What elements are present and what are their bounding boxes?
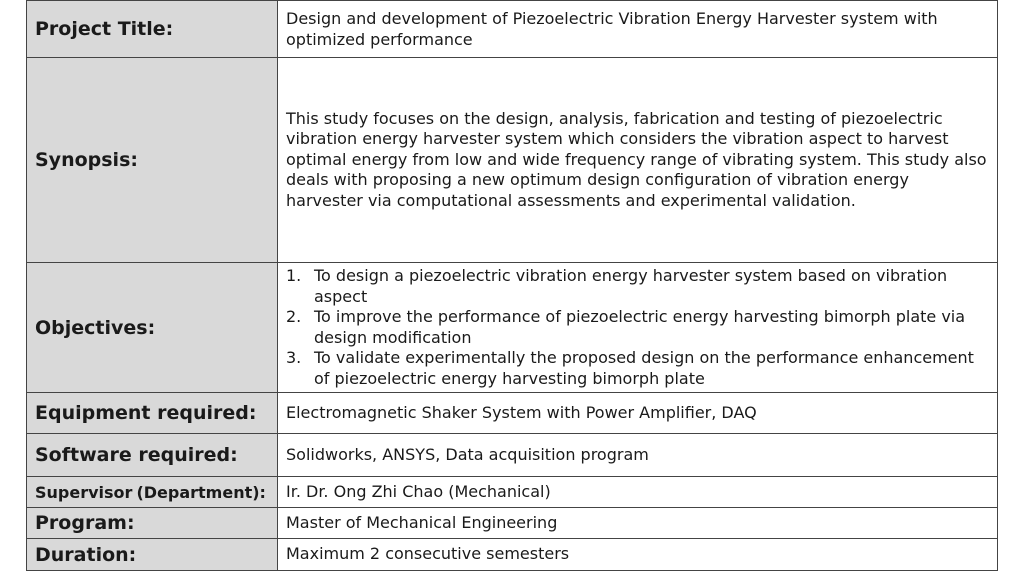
software-label: Software required:: [27, 434, 278, 477]
objective-item: [286, 348, 989, 389]
objective-number: 2.: [286, 307, 302, 326]
row-supervisor: [27, 477, 998, 508]
synopsis-label: Synopsis:: [27, 58, 278, 263]
supervisor-value: Ir. Dr. Ong Zhi Chao (Mechanical): [278, 477, 998, 508]
supervisor-label-dept: (Department):: [136, 482, 266, 502]
row-duration: [27, 539, 998, 571]
objective-number: 1.: [286, 266, 302, 285]
project-title-value: Design and development of Piezoelectric Vibration Energy Harvester system with optimized performance: [278, 1, 998, 58]
row-synopsis: [27, 58, 998, 263]
project-title-label: Project Title:: [27, 1, 278, 58]
software-value: Solidworks, ANSYS, Data acquisition program: [278, 434, 998, 477]
equipment-value: Electromagnetic Shaker System with Power Amplifier, DAQ: [278, 393, 998, 434]
synopsis-value: This study focuses on the design, analysis, fabrication and testing of piezoelectric vibration energy harvester system which considers the vibration aspect to harvest optimal energy from low and wide frequency range of vibrating system. This study also deals with proposing a new optimum design configuration of vibration energy harvester via computational assessments and experimental validation.: [278, 58, 998, 263]
duration-value: Maximum 2 consecutive semesters: [278, 539, 998, 571]
objective-item: [286, 307, 989, 348]
objective-text: To validate experimentally the proposed design on the performance enhancement of piezoelectric energy harvesting bimorph plate: [314, 348, 974, 388]
duration-label: Duration:: [27, 539, 278, 571]
program-value: Master of Mechanical Engineering: [278, 508, 998, 539]
objective-text: To improve the performance of piezoelectric energy harvesting bimorph plate via design modification: [314, 307, 966, 347]
objective-text: To design a piezoelectric vibration energy harvester system based on vibration aspect: [314, 266, 948, 306]
objectives-list: [286, 266, 989, 389]
objective-number: 3.: [286, 348, 302, 367]
row-objectives: [27, 263, 998, 393]
row-project-title: [27, 1, 998, 58]
equipment-label: Equipment required:: [27, 393, 278, 434]
supervisor-label: [27, 477, 278, 508]
row-program: [27, 508, 998, 539]
row-software: [27, 434, 998, 477]
supervisor-label-text: Supervisor: [35, 482, 133, 502]
row-equipment: [27, 393, 998, 434]
objective-item: [286, 266, 989, 307]
program-label: Program:: [27, 508, 278, 539]
objectives-value: [278, 263, 998, 393]
objectives-label: Objectives:: [27, 263, 278, 393]
project-info-table: [26, 0, 998, 571]
